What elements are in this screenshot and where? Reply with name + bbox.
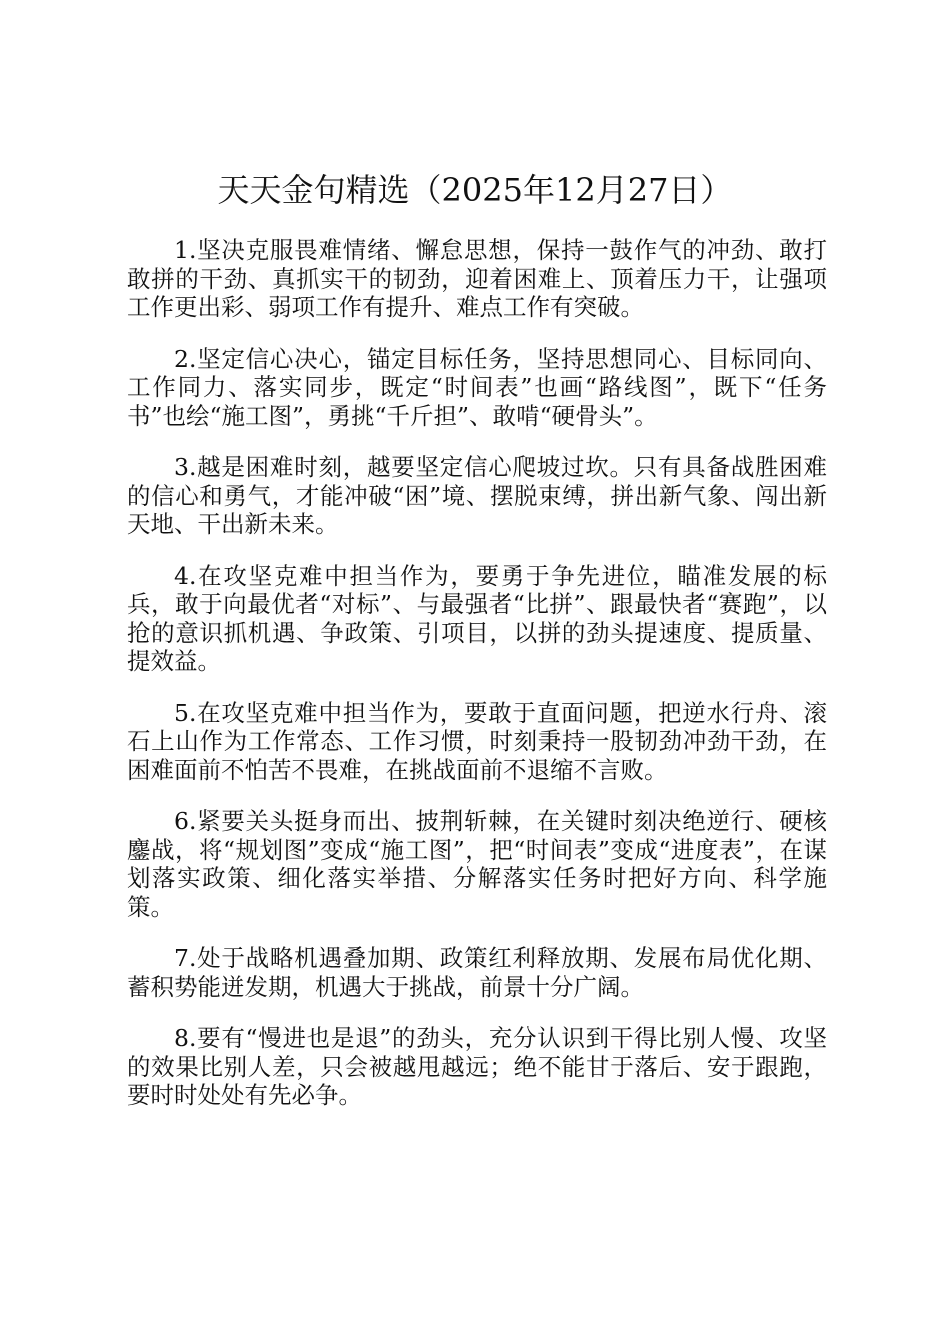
paragraph-6: 6.紧要关头挺身而出、披荆斩棘，在关键时刻决绝逆行、硬核鏖战，将“规划图”变成“施工图”，把“时间表”变成“进度表”，在谋划落实政策、细化落实举措、分解落实任务时把好方向、科学施策。 [127,807,827,921]
paragraph-8: 8.要有“慢进也是退”的劲头，充分认识到干得比别人慢、攻坚的效果比别人差，只会被越甩越远；绝不能甘于落后、安于跟跑，要时时处处有先必争。 [127,1024,827,1109]
document-title: 天天金句精选（2025年12月27日） [217,171,733,209]
paragraph-7: 7.处于战略机遇叠加期、政策红利释放期、发展布局优化期、蓄积势能迸发期，机遇大于挑战，前景十分广阔。 [127,944,827,1001]
paragraph-1: 1.坚决克服畏难情绪、懈怠思想，保持一鼓作气的冲劲、敢打敢拼的干劲、真抓实干的韧劲，迎着困难上、顶着压力干，让强项工作更出彩、弱项工作有提升、难点工作有突破。 [127,236,827,321]
paragraph-4: 4.在攻坚克难中担当作为，要勇于争先进位，瞄准发展的标兵，敢于向最优者“对标”、与最强者“比拼”、跟最快者“赛跑”，以抢的意识抓机遇、争政策、引项目，以拼的劲头提速度、提质量、提效益。 [127,561,827,675]
paragraph-5: 5.在攻坚克难中担当作为，要敢于直面问题，把逆水行舟、滚石上山作为工作常态、工作习惯，时刻秉持一股韧劲冲劲干劲，在困难面前不怕苦不畏难，在挑战面前不退缩不言败。 [127,698,827,784]
paragraph-3: 3.越是困难时刻，越要坚定信心爬坡过坎。只有具备战胜困难的信心和勇气，才能冲破“困”境、摆脱束缚，拼出新气象、闯出新天地、干出新未来。 [127,453,827,538]
document-body [127,236,827,1133]
paragraph-2: 2.坚定信心决心，锚定目标任务，坚持思想同心、目标同向、工作同力、落实同步，既定“时间表”也画“路线图”，既下“任务书”也绘“施工图”，勇挑“千斤担”、敢啃“硬骨头”。 [127,344,827,430]
